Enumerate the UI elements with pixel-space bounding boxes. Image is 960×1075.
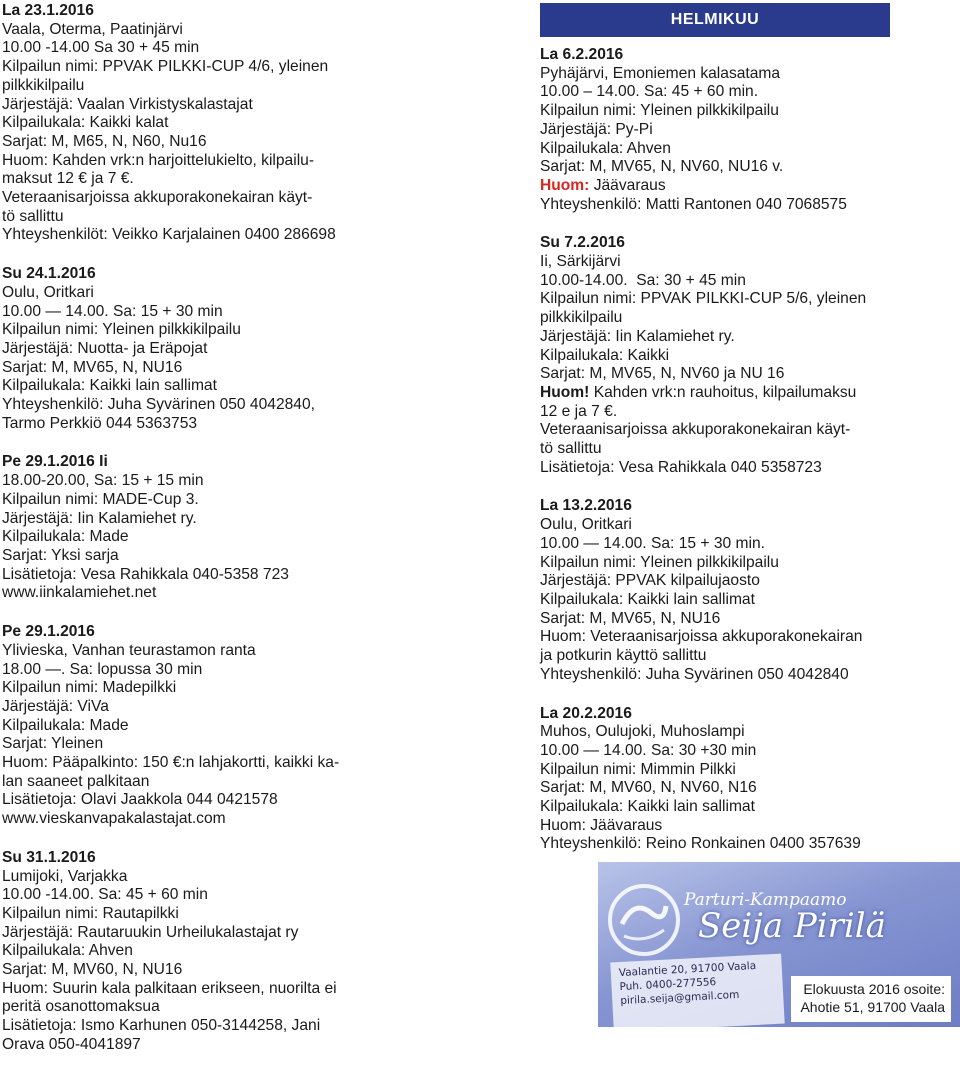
detail-line: Kilpailun nimi: Madepilkki <box>2 679 177 697</box>
detail-line: Kilpailukala: Ahven <box>540 139 671 157</box>
detail-line: Kilpailukala: Made <box>2 716 129 734</box>
detail-line: Lumijoki, Varjakka <box>2 867 128 885</box>
left-column <box>2 2 517 1075</box>
detail-line: Sarjat: M, MV65, N, NV60 ja NU 16 <box>540 365 785 383</box>
detail-line: Huom: Suurin kala palkitaan erikseen, nuorilta ei <box>2 979 337 997</box>
ad-address-note <box>791 976 951 1022</box>
detail-line: Sarjat: M, MV65, N, NU16 <box>540 609 721 627</box>
detail-line: Järjestäjä: Nuotta- ja Eräpojat <box>2 339 208 357</box>
event-date: Su 7.2.2016 <box>540 234 625 252</box>
detail-line: Yhteyshenkilöt: Veikko Karjalainen 0400 286698 <box>2 226 336 244</box>
detail-line: Ii, Särkijärvi <box>540 253 621 271</box>
advertisement <box>598 862 960 1027</box>
detail-line: Huom: Pääpalkinto: 150 €:n lahjakortti, kaikki ka- <box>2 754 340 772</box>
ad-background <box>598 862 960 1027</box>
event-entry <box>540 234 955 477</box>
detail-line: Järjestäjä: Iin Kalamiehet ry. <box>540 327 735 345</box>
note-label: Huom! <box>540 383 590 401</box>
event-details <box>2 21 517 245</box>
detail-line: pilkkikilpailu <box>2 76 85 94</box>
note-line <box>540 177 955 196</box>
detail-line: 10.00 -14.00. Sa: 45 + 60 min <box>2 886 208 904</box>
detail-line: Kilpailukala: Kaikki kalat <box>2 114 169 132</box>
website-link: www.vieskanvapakalastajat.com <box>2 810 226 828</box>
detail-line: Huom: Kahden vrk:n harjoittelukielto, kilpailu- <box>2 151 315 169</box>
detail-line: Yhteyshenkilö: Reino Ronkainen 0400 357639 <box>540 835 861 853</box>
detail-line: Tarmo Perkkiö 044 5363753 <box>2 414 198 432</box>
event-date: La 23.1.2016 <box>2 2 94 19</box>
detail-line: Sarjat: M, MV65, N, NU16 <box>2 358 183 376</box>
detail-line: Kilpailukala: Ahven <box>2 942 133 960</box>
detail-line: Lisätietoja: Vesa Rahikkala 040-5358 723 <box>2 565 289 583</box>
detail-line: Muhos, Oulujoki, Muhoslampi <box>540 723 745 741</box>
detail-line: Järjestäjä: ViVa <box>2 697 109 715</box>
detail-line: Kilpailun nimi: Mimmin Pilkki <box>540 760 736 778</box>
detail-line: Sarjat: M, M65, N, N60, Nu16 <box>2 132 207 150</box>
event-entry <box>2 849 517 1055</box>
detail-line: pilkkikilpailu <box>540 309 623 327</box>
event-entry <box>2 623 517 829</box>
event-entry <box>2 2 517 245</box>
detail-line: 10.00 -14.00 Sa 30 + 45 min <box>2 39 200 57</box>
detail-line: 18.00-20.00, Sa: 15 + 15 min <box>2 472 204 490</box>
note-label: Huom: <box>540 176 590 194</box>
detail-line: Kilpailukala: Kaikki lain sallimat <box>2 377 217 395</box>
event-date: La 20.2.2016 <box>540 704 632 722</box>
detail-line: Orava 050-4041897 <box>2 1035 141 1053</box>
detail-line: Yhteyshenkilö: Juha Syvärinen 050 4042840, <box>2 396 315 414</box>
ad-title-large: Seija Pirilä <box>698 906 886 946</box>
detail-line: Kilpailun nimi: Rautapilkki <box>2 904 179 922</box>
detail-line: Yhteyshenkilö: Matti Rantonen 040 7068575 <box>540 195 847 213</box>
ad-contact-card <box>610 954 784 1027</box>
detail-line: tö sallittu <box>540 440 602 458</box>
ad-note-line: Elokuusta 2016 osoite: <box>803 981 945 997</box>
right-column <box>540 46 955 874</box>
detail-line: Huom: Veteraanisarjoissa akkuporakonekairan <box>540 628 863 646</box>
ad-address: Vaalantie 20, 91700 Vaala <box>618 959 757 980</box>
detail-line: Järjestäjä: Rautaruukin Urheilukalastajat ry <box>2 923 299 941</box>
detail-line: Sarjat: M, MV60, N, NV60, N16 <box>540 779 757 797</box>
detail-line: Sarjat: M, MV60, N, NU16 <box>2 961 183 979</box>
detail-line: Yhteyshenkilö: Juha Syvärinen 050 4042840 <box>540 665 849 683</box>
detail-line: Kilpailun nimi: Yleinen pilkkikilpailu <box>540 102 779 120</box>
website-link: www.iinkalamiehet.net <box>2 584 157 602</box>
month-header: HELMIKUU <box>540 3 890 37</box>
event-date: Su 31.1.2016 <box>2 848 96 866</box>
detail-line: 10.00 — 14.00. Sa: 15 + 30 min <box>2 302 223 320</box>
event-date: Pe 29.1.2016 Ii <box>2 453 108 471</box>
detail-line: Vaala, Oterma, Paatinjärvi <box>2 20 183 38</box>
ad-note-line: Ahotie 51, 91700 Vaala <box>800 999 945 1015</box>
detail-line: Sarjat: Yleinen <box>2 735 104 753</box>
detail-line: Järjestäjä: Iin Kalamiehet ry. <box>2 509 197 527</box>
detail-line: 12 e ja 7 €. <box>540 402 618 420</box>
detail-line: Veteraanisarjoissa akkuporakonekairan käyt- <box>540 421 851 439</box>
ad-email: pirila.seija@gmail.com <box>620 988 740 1008</box>
detail-line: tö sallittu <box>2 207 64 225</box>
event-date: Pe 29.1.2016 <box>2 623 95 641</box>
event-entry <box>540 46 955 214</box>
event-entry <box>2 265 517 433</box>
detail-line: 18.00 —. Sa: lopussa 30 min <box>2 660 203 678</box>
detail-line: Kilpailun nimi: Yleinen pilkkikilpailu <box>2 321 241 339</box>
event-date: La 6.2.2016 <box>540 46 624 63</box>
detail-line: Oulu, Oritkari <box>540 516 632 534</box>
detail-line: Kilpailun nimi: PPVAK PILKKI-CUP 4/6, yleinen <box>2 58 329 76</box>
detail-line: Järjestäjä: Py-Pi <box>540 120 653 138</box>
detail-line: 10.00 — 14.00. Sa: 15 + 30 min. <box>540 534 765 552</box>
detail-line: Sarjat: M, MV65, N, NV60, NU16 v. <box>540 158 784 176</box>
detail-line: maksut 12 € ja 7 €. <box>2 170 134 188</box>
salon-logo-icon <box>604 880 684 960</box>
detail-line: Sarjat: Yksi sarja <box>2 546 119 564</box>
event-date: Su 24.1.2016 <box>2 265 96 283</box>
event-entry <box>540 497 955 684</box>
detail-line: 10.00 – 14.00. Sa: 45 + 60 min. <box>540 83 759 101</box>
detail-line: Oulu, Oritkari <box>2 283 94 301</box>
detail-line: Lisätietoja: Vesa Rahikkala 040 5358723 <box>540 458 822 476</box>
detail-line: Kilpailukala: Kaikki lain sallimat <box>540 590 755 608</box>
detail-line: Kilpailukala: Made <box>2 528 129 546</box>
detail-line: Kilpailun nimi: Yleinen pilkkikilpailu <box>540 553 779 571</box>
detail-line: peritä osanottomaksua <box>2 998 160 1016</box>
detail-line: Ylivieska, Vanhan teurastamon ranta <box>2 641 256 659</box>
event-entry <box>2 453 517 603</box>
ad-title-small: Parturi-Kampaamo <box>684 890 847 910</box>
detail-line: Huom: Jäävaraus <box>540 816 663 834</box>
detail-line: Järjestäjä: Vaalan Virkistyskalastajat <box>2 95 253 113</box>
detail-line: ja potkurin käyttö sallittu <box>540 647 707 665</box>
note-text: Jäävaraus <box>589 176 666 194</box>
detail-line: Veteraanisarjoissa akkuporakonekairan käyt- <box>2 189 313 207</box>
detail-line: 10.00-14.00. Sa: 30 + 45 min <box>540 271 746 289</box>
note-line <box>540 384 955 403</box>
event-date: La 13.2.2016 <box>540 497 632 515</box>
detail-line: lan saaneet palkitaan <box>2 772 150 790</box>
event-entry <box>540 705 955 855</box>
detail-line: Kilpailukala: Kaikki lain sallimat <box>540 798 755 816</box>
detail-line: Lisätietoja: Ismo Karhunen 050-3144258, Jani <box>2 1017 321 1035</box>
detail-line: Kilpailukala: Kaikki <box>540 346 670 364</box>
detail-line: 10.00 — 14.00. Sa: 30 +30 min <box>540 741 757 759</box>
ad-phone: Puh. 0400-277556 <box>619 976 717 994</box>
note-text: Kahden vrk:n rauhoitus, kilpailumaksu <box>589 383 857 401</box>
detail-line: Järjestäjä: PPVAK kilpailujaosto <box>540 572 760 590</box>
detail-line: Lisätietoja: Olavi Jaakkola 044 0421578 <box>2 791 278 809</box>
detail-line: Kilpailun nimi: PPVAK PILKKI-CUP 5/6, yleinen <box>540 290 867 308</box>
detail-line: Pyhäjärvi, Emoniemen kalasatama <box>540 64 781 82</box>
detail-line: Kilpailun nimi: MADE-Cup 3. <box>2 490 199 508</box>
